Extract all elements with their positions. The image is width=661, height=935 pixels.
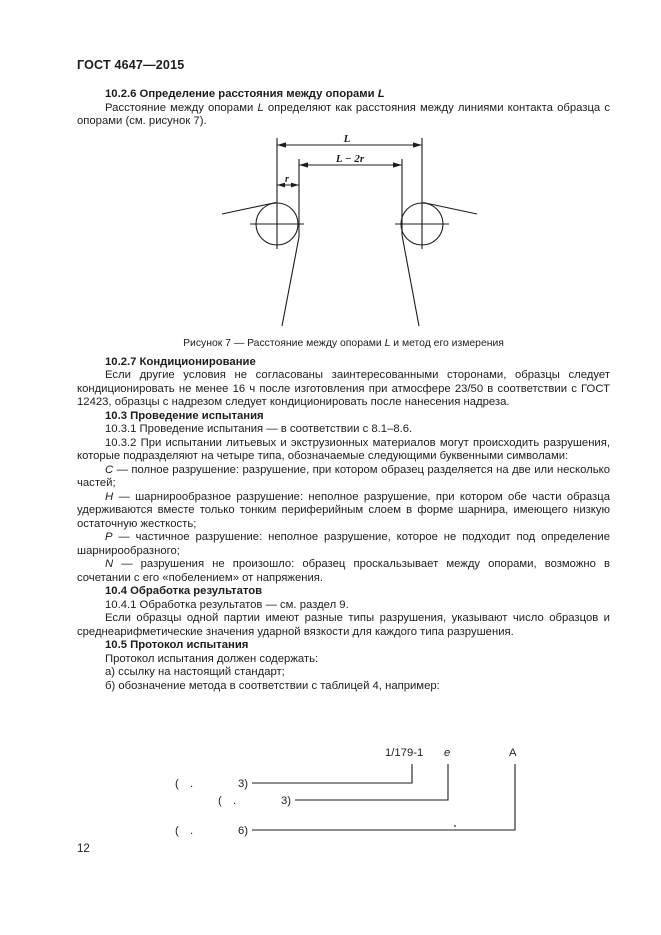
technical-drawing-supports — [154, 133, 534, 331]
right-specimen-tangent-line — [423, 202, 477, 214]
right-support-leg-line — [402, 235, 419, 326]
callout-3-num: 6) — [238, 825, 249, 837]
left-support-leg-line — [282, 237, 299, 326]
paragraph-fracture-type-n: N — разрушения не произошло: образец проскальзывает между опорами, возможно в сочетании с его «побелением» от напряжения. — [77, 558, 610, 584]
callout-1-dot: . — [190, 778, 194, 790]
callout-2-open: ( — [218, 795, 222, 807]
paragraph-10-4-1: 10.4.1 Обработка результатов — см. раздел 9. — [105, 598, 349, 611]
heading-10-2-6: 10.2.6 Определение расстояния между опорами L — [105, 88, 385, 100]
paragraph-protocol-intro: Протокол испытания должен содержать: — [105, 652, 319, 665]
paragraph-10-3-2: 10.3.2 При испытании литьевых и экструзионных материалов могут происходить разрушения, которые подразделяют на четыре типа, обозначаемые следующими буквенными символами: — [77, 436, 610, 462]
designation-code-a: A — [509, 747, 517, 759]
paragraph-span-definition: Расстояние между опорами L определяют как расстояния между линиями контакта образца с опорами (см. рисунок 7). — [77, 101, 610, 127]
paragraph-10-3-1: 10.3.1 Проведение испытания — в соответствии с 8.1–8.6. — [105, 423, 413, 435]
dimension-label-L: L — [343, 132, 350, 145]
heading-10-5: 10.5 Протокол испытания — [105, 639, 249, 651]
paragraph-fracture-type-c: C — полное разрушение: разрушение, при котором образец разделяется на две или несколько частей; — [77, 463, 610, 489]
paragraph-fracture-type-h: H — шарнирообразное разрушение: неполное разрушение, при котором обе части образца удерживаются вместе только тонким периферийным слоем в форме шарнира, имеющего низкую остаточную жесткость; — [77, 490, 610, 530]
callout-line-1 — [252, 764, 412, 783]
designation-code-main: 1/179-1 — [385, 747, 424, 759]
left-specimen-tangent-line — [222, 202, 276, 214]
figure-7-caption: Рисунок 7 — Расстояние между опорами L и метод его измерения — [183, 337, 504, 349]
paragraph-conditioning: Если другие условия не согласованы заинтересованными сторонами, образцы следует кондиционировать не менее 16 ч после изготовления при атмосфере 23/50 в соответствии с ГОСТ 12423, образцы с надрезом следует кондиционировать после нанесения надреза. — [77, 369, 610, 408]
callout-2-num: 3) — [281, 795, 292, 807]
figure-7-support-span-drawing — [77, 133, 610, 350]
paragraph-protocol-item-b: б) обозначение метода в соответствии с таблицей 4, например: — [105, 679, 440, 692]
callout-3-open: ( — [175, 825, 179, 837]
designation-code-e: e — [444, 747, 451, 759]
paragraph-protocol-item-a: а) ссылку на настоящий стандарт; — [105, 666, 285, 678]
heading-10-4: 10.4 Обработка результатов — [105, 585, 263, 597]
document-header-standard-number: ГОСТ 4647—2015 — [77, 58, 185, 72]
dimension-label-r: r — [284, 173, 289, 185]
dimension-label-L-minus-2r: L − 2r — [335, 152, 364, 165]
heading-10-3: 10.3 Проведение испытания — [105, 409, 264, 422]
callout-line-3 — [252, 764, 515, 830]
page-number: 12 — [77, 843, 90, 855]
callout-1-open: ( — [175, 778, 179, 790]
paragraph-fracture-type-p: P — частичное разрушение: неполное разрушение, которое не подходит под определение шарнирообразного; — [77, 531, 610, 557]
designation-example-diagram — [160, 738, 540, 848]
designation-callout-drawing — [160, 738, 540, 843]
heading-10-2-7: 10.2.7 Кондиционирование — [105, 355, 256, 368]
callout-1-num: 3) — [238, 778, 249, 790]
callout-3-dot: . — [190, 825, 194, 837]
callout-line-3-dot — [454, 825, 456, 827]
callout-line-2 — [295, 764, 448, 800]
document-body — [77, 88, 610, 693]
paragraph-mixed-fracture-types: Если образцы одной партии имеют разные типы разрушения, указывают число образцов и среднеарифметические значения ударной вязкости для каждого типа разрушения. — [77, 612, 610, 638]
callout-2-dot: . — [233, 795, 237, 807]
